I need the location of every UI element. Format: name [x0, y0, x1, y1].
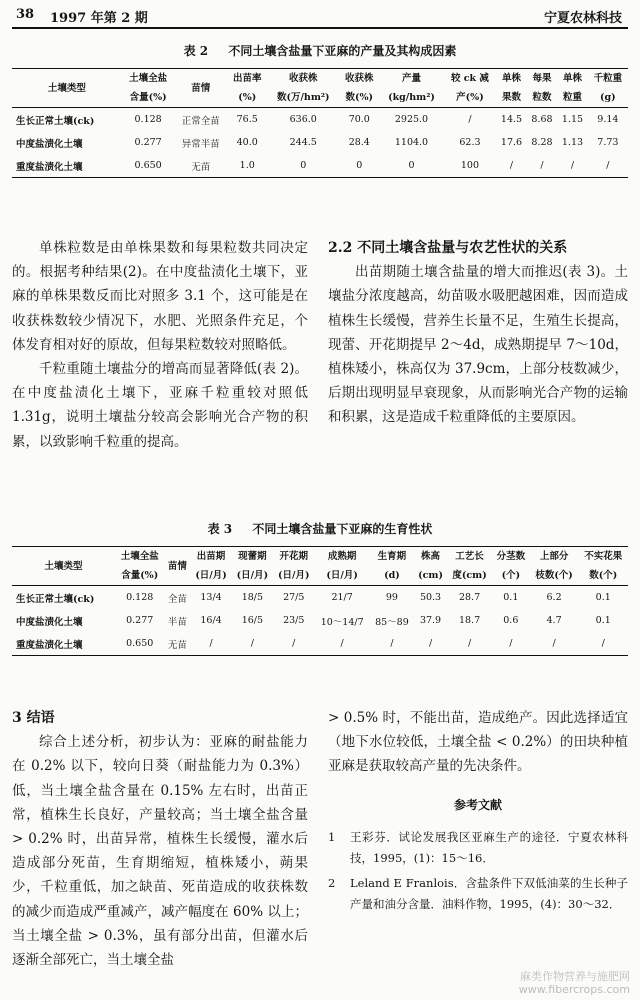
table-cell: 0.128: [126, 592, 154, 603]
table-cell: /: [527, 154, 557, 178]
row-label: 生长正常土壤(ck): [16, 115, 95, 127]
table-cell: 0.6: [503, 615, 519, 626]
table-cell: /: [232, 632, 273, 656]
header-cell: 收获株: [267, 69, 339, 89]
header-cell: (日/月): [190, 566, 231, 586]
table-cell: 正常全苗: [181, 115, 220, 127]
paragraph-seed-number: 单株粒数是由单株果数和每果粒数共同决定的。根据考种结果(2)。在中度盐渍化土壤下，亚麻的单株果数反而比对照多 3.1 个，这可能是在收获株数较少情况下，水肥、光照条件充足，个体发育相对好的原故，但每果粒数较对照略低。: [12, 240, 308, 353]
table-cell: 16/5: [241, 615, 264, 626]
header-cell: 粒数: [527, 88, 557, 108]
table-cell: /: [190, 632, 231, 656]
table-cell: 18/5: [241, 592, 264, 603]
paragraph-thousand-seed-weight: 千粒重随土壤盐分的增高而显著降低(表 2)。在中度盐渍化土壤下，亚麻千粒重较对照低 1.31g，说明土壤盐分较高会影响光合产物的积累，以致影响千粒重的提高。: [12, 361, 308, 450]
table-cell: 1104.0: [394, 137, 429, 148]
table3: [12, 546, 628, 656]
table-cell: 0.277: [126, 615, 154, 626]
watermark-url: www.fibercrops.com: [518, 983, 630, 996]
table-cell: 76.5: [236, 114, 258, 125]
table-cell: 4.7: [546, 615, 562, 626]
table-cell: 27/5: [283, 592, 305, 603]
table-cell: 8.68: [531, 114, 553, 125]
table-cell: 0.650: [122, 154, 175, 178]
table-cell: 70.0: [348, 114, 370, 125]
header-cell: 土壤类型: [12, 547, 115, 586]
table-cell: 0.650: [115, 632, 164, 656]
paragraph-emergence: 出苗期随土壤含盐量的增大而推迟(表 3)。土壤盐分浓度越高，幼苗吸水吸肥越困难，因而造成植株生长缓慢，营养生长量不足，生殖生长提高，现蕾、开花期提早 2～4d，成熟期提早 7～10d，植株矮小，株高仅为 37.9cm，上部分枝数减少，后期出现明显早衰现象，从而影响光合产物的运输和积累，这是造成千粒重降低的主要原因。: [328, 264, 628, 426]
table2-title: 不同土壤含盐量下亚麻的产量及其构成因素: [228, 44, 457, 58]
header-cell: 枝数(个): [530, 566, 579, 586]
table-cell: 无苗: [164, 632, 190, 656]
table-cell: /: [414, 632, 447, 656]
header-cell: (%): [227, 88, 267, 108]
header-rule: [12, 27, 628, 29]
header-cell: (日/月): [273, 566, 314, 586]
header-cell: 单株: [557, 69, 587, 89]
issue-label: 1997 年第 2 期: [50, 11, 148, 26]
row-label: 中度盐渍化土壤: [16, 138, 83, 150]
header-cell: 成熟期: [314, 547, 369, 567]
table-cell: 17.6: [500, 137, 523, 148]
header-cell: 收获株: [339, 69, 379, 89]
section-heading-2-2: 2.2 不同土壤含盐量与农艺性状的关系: [328, 240, 568, 256]
table-cell: 8.28: [531, 137, 553, 148]
table-cell: 100: [444, 154, 497, 178]
header-cell: 粒重: [557, 88, 587, 108]
table-cell: 7.73: [597, 137, 619, 148]
table-cell: 0.1: [503, 592, 519, 603]
table-cell: 13/4: [200, 592, 222, 603]
table-cell: /: [492, 632, 530, 656]
header-cell: (d): [370, 566, 414, 586]
header-cell: 土壤全盐: [122, 69, 175, 89]
header-cell: 数(%): [339, 88, 379, 108]
header-cell: 产(%): [444, 88, 497, 108]
table-cell: 40.0: [236, 137, 258, 148]
table-cell: 28.4: [348, 137, 370, 148]
paragraph-conclusion: 综合上述分析，初步认为：亚麻的耐盐能力在 0.2% 以下，较向日葵（耐盐能力为 0.3%）低，当土壤全盐含量在 0.15% 左右时，出苗正常，植株生长良好，产量较高；当土壤全盐含量 > 0.2% 时，出苗异常，植株生长缓慢，灌水后造成部分死苗，生育期缩短，植株矮小，蒴果少，千粒重低，加之缺苗、死苗造成的收获株数的减少而造成严重减产，减产幅度在 60% 以上；当土壤全盐 > 0.3%，虽有部分出苗，但灌水后逐渐全部死亡，当土壤全盐: [12, 734, 308, 969]
reference-text: 王彩芬．试论发展我区亚麻生产的途径．宁夏农林科技，1995，(1)：15～16．: [350, 829, 628, 865]
table-cell: /: [447, 632, 492, 656]
references-title: 参考文献: [453, 797, 502, 812]
table2-number: 表 2: [183, 44, 209, 58]
page-number: 38: [16, 7, 35, 22]
table-cell: 62.3: [459, 137, 481, 148]
table-cell: 半苗: [167, 616, 187, 628]
table-cell: /: [496, 154, 526, 178]
table-cell: 244.5: [289, 137, 317, 148]
header-cell: 数(个): [578, 566, 628, 586]
table-row: [12, 609, 628, 632]
right-column-bottom: [328, 706, 628, 919]
reference-number: 2: [328, 875, 336, 890]
table-cell: /: [557, 154, 587, 178]
table-cell: /: [588, 154, 628, 178]
table-cell: 50.3: [419, 592, 442, 603]
reference-text: Leland E Franlois．含盐条件下双低油菜的生长种子产量和油分含量．油料作物，1995，(4)：30～32．: [350, 875, 628, 911]
table-cell: 1.13: [561, 137, 584, 148]
header-cell: (kg/hm²): [379, 88, 443, 108]
header-cell: 上部分: [530, 547, 579, 567]
reference-list: [328, 827, 628, 915]
header-cell: 果数: [496, 88, 526, 108]
table-cell: 10～14/7: [320, 616, 364, 628]
table-row: [12, 154, 628, 178]
table-cell: 85～89: [375, 616, 409, 628]
table-cell: 21/7: [331, 592, 353, 603]
table3-caption: [0, 520, 640, 537]
section-heading-3: 3 结语: [12, 710, 55, 726]
table-cell: 23/5: [283, 615, 305, 626]
header-cell: 千粒重: [588, 69, 628, 89]
table-cell: 1.15: [561, 114, 584, 125]
header-cell: (cm): [414, 566, 447, 586]
table-cell: 14.5: [500, 114, 523, 125]
header-cell: 开花期: [273, 547, 314, 567]
left-column-bottom: [12, 706, 308, 972]
header-cell: 含量(%): [122, 88, 175, 108]
header-cell: 产量: [379, 69, 443, 89]
header-cell: 度(cm): [447, 566, 492, 586]
header-cell: 较 ck 减: [444, 69, 497, 89]
table-cell: 0: [379, 154, 443, 178]
table-cell: 0.1: [595, 615, 611, 626]
table-cell: 0: [267, 154, 339, 178]
right-column-top: [328, 236, 628, 430]
header-cell: 分茎数: [492, 547, 530, 567]
table-cell: /: [578, 632, 628, 656]
left-column-top: [12, 236, 308, 454]
row-label: 中度盐渍化土壤: [16, 616, 83, 628]
header-cell: 生育期: [370, 547, 414, 567]
table-cell: 全苗: [167, 593, 187, 605]
row-label: 重度盐渍化土壤: [12, 154, 122, 178]
table-cell: /: [370, 632, 414, 656]
header-cell: (日/月): [232, 566, 273, 586]
table-cell: 37.9: [419, 615, 442, 626]
watermark-site-name: 麻类作物营养与施肥网: [520, 970, 630, 983]
table3-number: 表 3: [207, 522, 233, 536]
table-cell: 6.2: [546, 592, 562, 603]
row-label: 重度盐渍化土壤: [12, 632, 115, 656]
table-cell: 99: [385, 592, 398, 603]
journal-title: 宁夏农林科技: [543, 11, 622, 26]
header-cell: 苗情: [174, 69, 227, 108]
reference-item: [328, 873, 628, 915]
header-cell: 数(万/hm²): [267, 88, 339, 108]
header-cell: 每果: [527, 69, 557, 89]
watermark: [519, 970, 630, 996]
table3-title: 不同土壤含盐量下亚麻的生育性状: [252, 522, 433, 536]
table-row: [12, 632, 628, 656]
header-cell: 出苗率: [227, 69, 267, 89]
table-cell: 16/4: [200, 615, 222, 626]
header-cell: (日/月): [314, 566, 369, 586]
reference-number: 1: [328, 829, 336, 844]
paragraph-conclusion-cont: > 0.5% 时，不能出苗，造成绝产。因此选择适宜（地下水位较低，土壤全盐 < 0.2%）的田块种植亚麻是获取较高产量的先决条件。: [328, 710, 628, 775]
header-cell: 土壤全盐: [115, 547, 164, 567]
table-row: [12, 108, 628, 132]
header-cell: 单株: [496, 69, 526, 89]
table2: [12, 68, 628, 178]
header-cell: 土壤类型: [12, 69, 122, 108]
table-cell: 1.0: [227, 154, 267, 178]
table-row: [12, 586, 628, 610]
table-cell: /: [273, 632, 314, 656]
table2-caption: [0, 42, 640, 59]
header-cell: 苗情: [164, 547, 190, 586]
page-header: [12, 4, 628, 26]
table-cell: 0.1: [595, 592, 611, 603]
table-cell: 636.0: [289, 114, 317, 125]
reference-item: [328, 827, 628, 869]
table-cell: 无苗: [174, 154, 227, 178]
table-cell: 异常半苗: [181, 138, 220, 150]
table-cell: 18.7: [458, 615, 481, 626]
header-cell: 工艺长: [447, 547, 492, 567]
table-row: [12, 131, 628, 154]
header-cell: 出苗期: [190, 547, 231, 567]
table-cell: 28.7: [458, 592, 481, 603]
header-cell: 株高: [414, 547, 447, 567]
table-cell: 0: [339, 154, 379, 178]
table-cell: 0.128: [134, 114, 162, 125]
header-cell: 不实花果: [578, 547, 628, 567]
table-cell: /: [468, 114, 472, 125]
header-cell: 现蕾期: [232, 547, 273, 567]
table-cell: 9.14: [597, 114, 619, 125]
header-cell: 含量(%): [115, 566, 164, 586]
table-cell: /: [530, 632, 579, 656]
header-cell: (个): [492, 566, 530, 586]
header-cell: (g): [588, 88, 628, 108]
table-cell: 2925.0: [394, 114, 429, 125]
table-cell: 0.277: [134, 137, 162, 148]
row-label: 生长正常土壤(ck): [16, 593, 95, 605]
table-cell: /: [314, 632, 369, 656]
